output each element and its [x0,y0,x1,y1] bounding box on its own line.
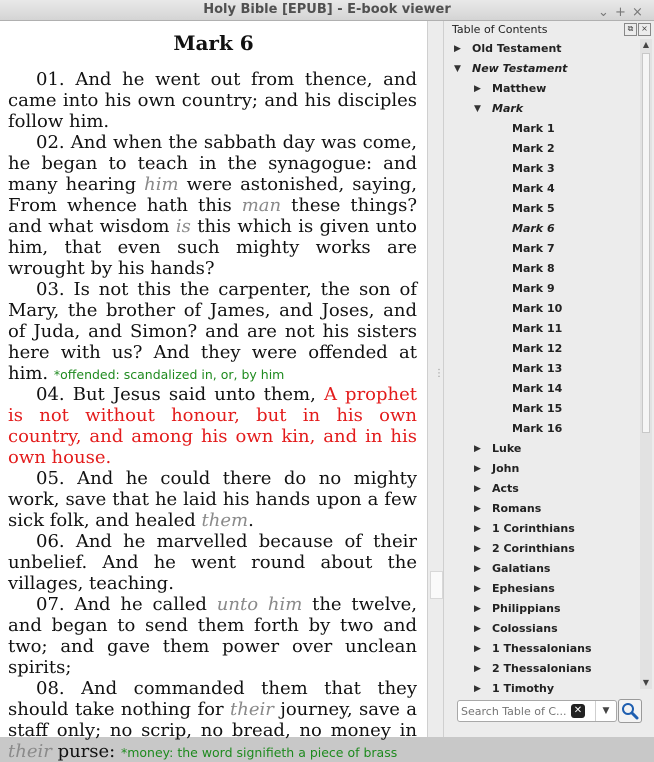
scroll-up-icon[interactable]: ▲ [642,40,650,49]
toc-item-label: Romans [492,502,542,515]
toc-item-label: Philippians [492,602,561,615]
toc-item[interactable] [444,199,640,219]
collapsed-arrow-icon[interactable]: ▶ [474,464,481,474]
toc-item[interactable] [444,359,640,379]
verse-2: 02. And when the sabbath day was come, he began to teach in the synagogue: and many hearing him were astonished, saying, From whence hath this man these things? and what wisdom is this which is given unto him, that even such mighty works are wrought by his hands? [8,132,417,279]
toc-item[interactable] [444,419,640,439]
toc-item-label: Colossians [492,622,558,635]
toc-item[interactable] [444,679,640,699]
toc-item-label: Mark 2 [512,142,555,155]
float-icon[interactable]: ⧉ [624,23,637,36]
reader-pane[interactable] [0,21,427,762]
collapsed-arrow-icon[interactable]: ▶ [454,44,461,54]
collapsed-arrow-icon[interactable]: ▶ [474,564,481,574]
maximize-button[interactable]: + [615,5,626,20]
toc-item-label: Galatians [492,562,551,575]
reader-scrollbar[interactable] [430,571,443,599]
toc-item-label: Mark 16 [512,422,563,435]
toc-item-label: 1 Timothy [492,682,555,695]
collapsed-arrow-icon[interactable]: ▶ [474,444,481,454]
toc-item[interactable] [444,159,640,179]
toc-panel [444,21,654,737]
close-window-button[interactable]: × [632,5,643,20]
toc-item-label: Mark 9 [512,282,555,295]
toc-item[interactable] [444,119,640,139]
toc-item-label: New Testament [472,62,568,75]
toc-item[interactable] [444,639,640,659]
collapsed-arrow-icon[interactable]: ▶ [474,544,481,554]
expanded-arrow-icon[interactable]: ▼ [454,64,461,74]
pane-splitter[interactable] [427,21,444,737]
chapter-text [0,69,427,762]
toc-item[interactable] [444,439,640,459]
toc-item-label: Mark [492,102,524,115]
toc-item[interactable] [444,379,640,399]
toc-item[interactable] [444,259,640,279]
toc-item-label: Old Testament [472,42,562,55]
collapsed-arrow-icon[interactable]: ▶ [474,664,481,674]
toc-item-label: Mark 12 [512,342,563,355]
toc-item[interactable] [444,99,640,119]
toc-item-label: Ephesians [492,582,555,595]
toc-item-label: Mark 11 [512,322,563,335]
verse-7: 07. And he called unto him the twelve, and began to send them forth by two and two; and gave them power over unclean spirits; [8,594,417,678]
toc-scroll-thumb[interactable] [642,53,650,433]
toc-item[interactable] [444,219,640,239]
toc-item[interactable] [444,139,640,159]
toc-item[interactable] [444,459,640,479]
expanded-arrow-icon[interactable]: ▼ [474,104,481,114]
toc-item[interactable] [444,559,640,579]
collapsed-arrow-icon[interactable]: ▶ [474,604,481,614]
toc-item-label: Mark 10 [512,302,563,315]
verse-3: 03. Is not this the carpenter, the son of Mary, the brother of James, and Joses, and of Juda, and Simon? and are not his sisters here with us? And they were offended at him. *offended: scandalized in, or, by him [8,279,417,384]
toc-item[interactable] [444,619,640,639]
collapsed-arrow-icon[interactable]: ▶ [474,644,481,654]
toc-item-label: Mark 1 [512,122,555,135]
toc-item-label: Mark 7 [512,242,555,255]
toc-item[interactable] [444,279,640,299]
toc-search-box[interactable] [457,700,617,722]
clear-icon[interactable]: ✕ [571,704,585,718]
toc-scrollbar[interactable] [640,39,652,689]
toc-item[interactable] [444,579,640,599]
toc-item[interactable] [444,659,640,679]
toc-item[interactable] [444,59,640,79]
toc-item[interactable] [444,539,640,559]
toc-header [452,23,648,39]
collapsed-arrow-icon[interactable]: ▶ [474,624,481,634]
toc-item-label: 1 Thessalonians [492,642,592,655]
footnote-offended[interactable]: *offended: scandalized in, or, by him [53,367,285,382]
collapsed-arrow-icon[interactable]: ▶ [474,504,481,514]
toc-tree[interactable] [444,39,640,695]
toc-item[interactable] [444,519,640,539]
toc-item-label: 2 Corinthians [492,542,575,555]
toc-search-input[interactable] [461,703,581,719]
verse-8: 08. And commanded them that they should take nothing for their journey, save a staff only; no scrip, no bread, no money in their purse: *money: the word signifieth a piece of brass [8,678,417,762]
toc-item[interactable] [444,179,640,199]
toc-item-label: Mark 3 [512,162,555,175]
toc-item-label: Acts [492,482,519,495]
collapsed-arrow-icon[interactable]: ▶ [474,684,481,694]
chevron-down-icon[interactable]: ▼ [595,701,616,721]
toc-item[interactable] [444,319,640,339]
toc-item[interactable] [444,479,640,499]
title-bar [0,0,654,21]
toc-item-label: John [492,462,520,475]
toc-item-label: 2 Thessalonians [492,662,592,675]
toc-title: Table of Contents [452,23,548,36]
toc-item-label: Mark 6 [512,222,555,235]
toc-item-label: Mark 5 [512,202,555,215]
chapter-title: Mark 6 [173,31,254,55]
scroll-down-icon[interactable]: ▼ [642,678,650,687]
toc-item-label: Matthew [492,82,547,95]
toc-item-label: Mark 13 [512,362,563,375]
verse-5: 05. And he could there do no mighty work, save that he laid his hands upon a few sick folk, and healed them. [8,468,417,531]
footnote-money[interactable]: *money: the word signifieth a piece of brass [120,745,398,760]
verse-1: 01. And he went out from thence, and came into his own country; and his disciples follow him. [8,69,417,132]
toc-item[interactable] [444,239,640,259]
collapsed-arrow-icon[interactable]: ▶ [474,524,481,534]
window-controls [595,1,646,20]
toc-item-label: 1 Corinthians [492,522,575,535]
minimize-button[interactable]: ⌄ [598,5,609,20]
toc-item[interactable] [444,79,640,99]
window-title: Holy Bible [EPUB] - E-book viewer [203,2,451,17]
toc-item[interactable] [444,339,640,359]
words-of-christ: A prophet is not without honour, but in his own country, and among his own kin, and in his own house. [8,384,418,468]
verse-4: 04. But Jesus said unto them, A prophet is not without honour, but in his own country, and among his own kin, and in his own house. [8,384,418,468]
toc-item-label: Mark 15 [512,402,563,415]
toc-item[interactable] [444,599,640,619]
toc-item-label: Mark 4 [512,182,555,195]
toc-item[interactable] [444,399,640,419]
close-icon[interactable]: × [638,23,651,36]
toc-item[interactable] [444,499,640,519]
search-button[interactable] [618,699,642,723]
splitter-grip-icon[interactable]: ⋮ [434,368,444,379]
toc-item[interactable] [444,39,640,59]
collapsed-arrow-icon[interactable]: ▶ [474,484,481,494]
toc-item-label: Mark 8 [512,262,555,275]
collapsed-arrow-icon[interactable]: ▶ [474,584,481,594]
search-icon [619,700,641,722]
toc-item-label: Luke [492,442,522,455]
toc-item[interactable] [444,299,640,319]
collapsed-arrow-icon[interactable]: ▶ [474,84,481,94]
toc-item-label: Mark 14 [512,382,563,395]
verse-6: 06. And he marvelled because of their unbelief. And he went round about the villages, teaching. [8,531,417,594]
